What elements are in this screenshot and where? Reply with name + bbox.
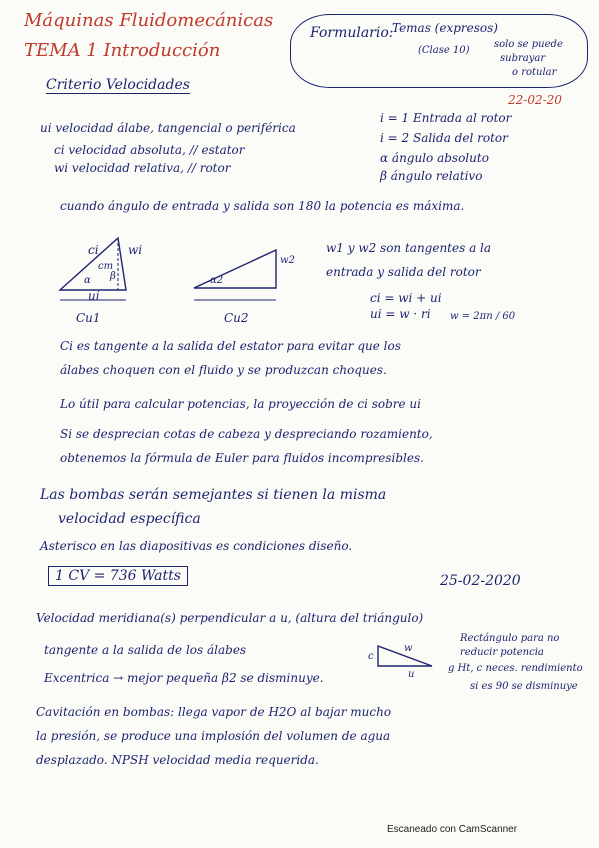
- scanner-footer: Escaneado con CamScanner: [387, 824, 518, 835]
- tri3-w-label: w: [404, 643, 413, 654]
- para-1: álabes choquen con el fluido y se produzcan choques.: [60, 363, 387, 377]
- sec2-line: Velocidad meridiana(s) perpendicular a u, (altura del triángulo): [36, 611, 424, 625]
- tri1-cm-label: cm: [98, 261, 114, 272]
- tri2-cu-label: Cu2: [224, 311, 249, 325]
- para-3: obtenemos la fórmula de Euler para fluidos incompresibles.: [60, 451, 424, 465]
- note-right: entrada y salida del rotor: [326, 265, 481, 279]
- tri3-c-label: c: [368, 651, 374, 662]
- theme-title: TEMA 1 Introducción: [24, 40, 221, 61]
- formulario-note: subrayar: [500, 53, 546, 64]
- tri1-c-label: ci: [88, 243, 99, 257]
- tri1-u-label: ui: [88, 289, 100, 303]
- side-note: reducir potencia: [460, 647, 544, 658]
- formulario-label: Formulario:: [310, 25, 394, 41]
- side-note: g Ht, c neces. rendimiento: [448, 663, 583, 674]
- side-note: Rectángulo para no: [460, 633, 560, 644]
- para-4: Las bombas serán semejantes si tienen la misma: [40, 487, 387, 503]
- tri3-u-label: u: [408, 669, 415, 680]
- cavitacion-line: desplazado. NPSH velocidad media requerida.: [36, 753, 319, 767]
- formulario-note: solo se puede: [494, 39, 563, 50]
- tri1-cu-label: Cu1: [76, 311, 101, 325]
- formulario-note: o rotular: [512, 67, 557, 78]
- def-u: ui velocidad álabe, tangencial o periférica: [40, 121, 296, 135]
- def-i2: i = 2 Salida del rotor: [380, 131, 508, 145]
- side-note: si es 90 se disminuye: [470, 681, 578, 692]
- section-title: Criterio Velocidades: [46, 77, 190, 93]
- sec2-line: Excentrica → mejor pequeña β2 se disminuye.: [44, 671, 324, 685]
- tri2-w-label: w2: [280, 255, 295, 266]
- cv-box: 1 CV = 736 Watts: [48, 566, 188, 586]
- angle-note: cuando ángulo de entrada y salida son 180 la potencia es máxima.: [60, 199, 465, 213]
- subject-title: Máquinas Fluidomecánicas: [24, 10, 274, 31]
- def-beta: β ángulo relativo: [380, 169, 483, 183]
- note-right: ui = w · ri: [370, 307, 431, 321]
- tri1-beta-label: β: [110, 271, 116, 282]
- cavitacion-line: Cavitación en bombas: llega vapor de H2O al bajar mucho: [36, 705, 392, 719]
- def-c: ci velocidad absoluta, // estator: [54, 143, 245, 157]
- para-3: Si se desprecian cotas de cabeza y despreciando rozamiento,: [60, 427, 433, 441]
- velocity-triangle-3: [0, 0, 1, 1]
- sec2-line: tangente a la salida de los álabes: [44, 643, 247, 657]
- para-2: Lo útil para calcular potencias, la proyección de ci sobre ui: [60, 397, 421, 411]
- def-i1: i = 1 Entrada al rotor: [380, 111, 512, 125]
- def-w: wi velocidad relativa, // rotor: [54, 161, 231, 175]
- note-right: w1 y w2 son tangentes a la: [326, 241, 492, 255]
- formulario-note: Temas (expresos): [392, 21, 498, 35]
- bullet-note: Asterisco en las diapositivas es condiciones diseño.: [40, 539, 353, 553]
- para-4: velocidad específica: [58, 511, 201, 527]
- date-2: 25-02-2020: [440, 573, 521, 589]
- tri1-w-label: wi: [128, 243, 143, 257]
- tri2-alpha-label: α2: [210, 275, 224, 286]
- note-right: w = 2πn / 60: [450, 311, 516, 322]
- note-right: ci = wi + ui: [370, 291, 442, 305]
- tri1-alpha-label: α: [84, 275, 91, 286]
- cavitacion-line: la presión, se produce una implosión del volumen de agua: [36, 729, 391, 743]
- formulario-note: (Clase 10): [418, 45, 470, 56]
- para-1: Ci es tangente a la salida del estator para evitar que los: [60, 339, 401, 353]
- def-alpha: α ángulo absoluto: [380, 151, 489, 165]
- date-1: 22-02-20: [508, 93, 562, 107]
